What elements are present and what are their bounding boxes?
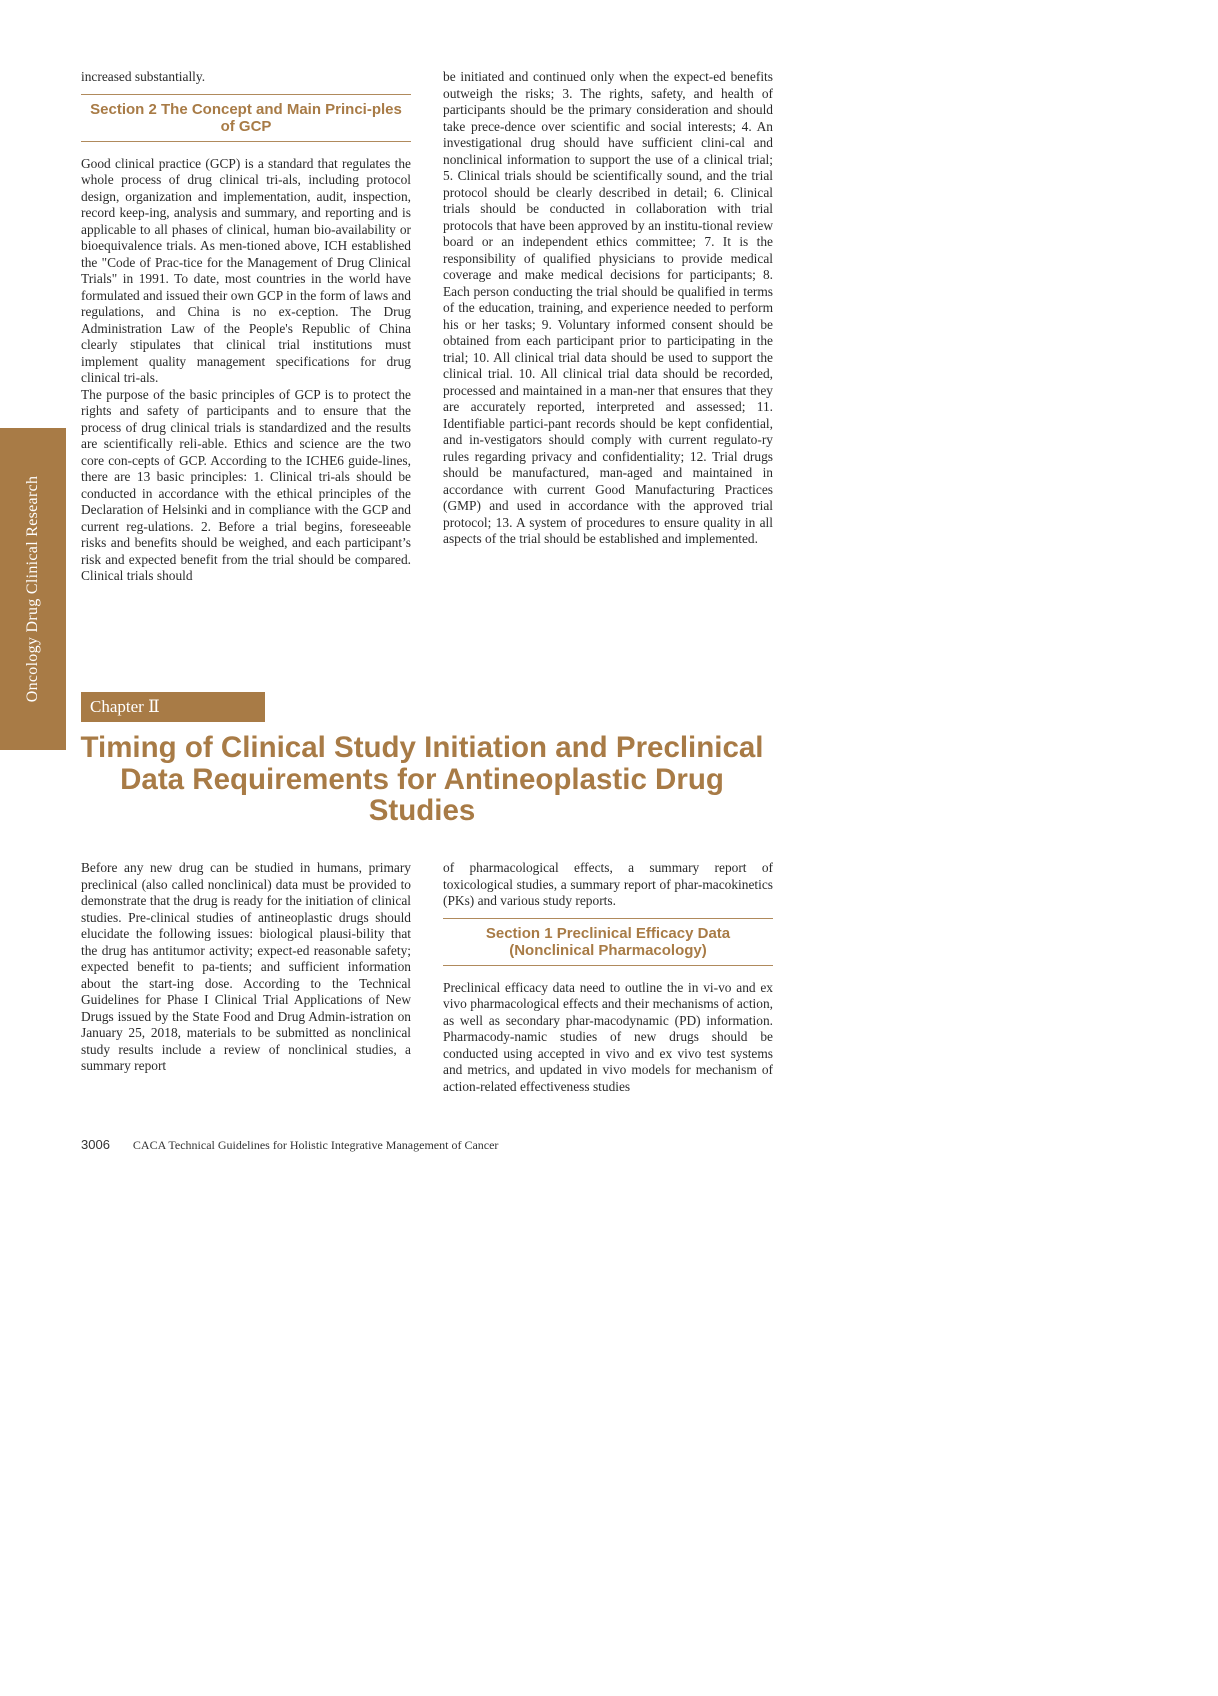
paragraph: Preclinical efficacy data need to outline the in vi-vo and ex vivo pharmacological effects and their mechanisms of action, as well as secondary phar-macodynamic (PD) information. Pharmacody-namic studies of new drugs should be conducted using accepted in vivo and ex vivo test systems and metrics, and updated in vivo models for mechanism of action-related effectiveness studies [443,979,773,1094]
sidebar-tab [0,428,66,750]
paragraph: increased substantially. [81,69,206,84]
section-1-heading: Section 1 Preclinical Efficacy Data (Nonclinical Pharmacology) [443,918,773,966]
paragraph: of pharmacological effects, a summary report of toxicological studies, a summary report of phar-macokinetics (PKs) and various study reports. [443,860,773,908]
top-left-column [81,69,411,585]
bottom-right-column [443,860,773,1095]
page-number: 3006 [81,1137,110,1152]
paragraph: Before any new drug can be studied in humans, primary preclinical (also called nonclinical) data must be provided to demonstrate that the drug is ready for the initiation of clinical studies. Pre-clinical studies of antineoplastic drugs should elucidate the following issues: biological plausi-bility that the drug has antitumor activity; expect-ed reasonable safety; expected benefit to pa-tients; and sufficient information about the start-ing dose. According to the Technical Guidelines for Phase I Clinical Trial Applications of New Drugs issued by the State Food and Drug Admin-istration on January 25, 2018, materials to be submitted as nonclinical study results include a review of nonclinical studies, a summary report [81,860,411,1073]
sidebar-label: Oncology Drug Clinical Research [24,475,41,703]
section-2-heading: Section 2 The Concept and Main Princi-ples of GCP [81,94,411,142]
chapter-title: Timing of Clinical Study Initiation and Preclinical Data Requirements for Antineoplastic Drug Studies [80,731,764,827]
chapter-label: Chapter Ⅱ [81,692,265,722]
journal-title: CACA Technical Guidelines for Holistic Integrative Management of Cancer [132,1138,499,1152]
paragraph: be initiated and continued only when the expect-ed benefits outweigh the risks; 3. The rights, safety, and health of participants should be the primary consideration and should take prece-dence over scientific and social interests; 4. An investigational drug should have sufficient clini-cal and nonclinical information to support the use of a clinical trial; 5. Clinical trials should be scientifically sound, and the trial protocol should be clearly described in detail; 6. Clinical trials should be conducted in collaboration with trial protocols that have been approved by an institu-tional review board or an independent ethics committee; 7. It is the responsibility of qualified physicians to provide medical coverage and make medical decisions for participants; 8. Each person conducting the trial should be qualified in terms of the education, training, and experience needed to perform his or her tasks; 9. Voluntary informed consent should be obtained from each participant prior to participating in the trial; 10. All clinical trial data should be used to support the clinical trial. 10. All clinical trial data should be recorded, processed and maintained in a man-ner that ensures that they are accurately reported, interpreted and assessed; 11. Identifiable partici-pant records should be kept confidential, and in-vestigators should comply with current regulato-ry rules regarding privacy and confidentiality; 12. Trial drugs should be manufactured, man-aged and maintained in accordance with current Good Manufacturing Practices (GMP) and used in accordance with the approved trial protocol; 13. A system of procedures to ensure quality in all aspects of the trial should be established and implemented. [443,69,773,546]
paragraph: The purpose of the basic principles of GCP is to protect the rights and safety of participants and to ensure that the process of drug clinical trials is standardized and the results are scientifically reli-able. Ethics and science are the two core con-cepts of GCP. According to the ICHE6 guide-lines, there are 13 basic principles: 1. Clinical tri-als should be conducted in accordance with the ethical principles of the Declaration of Helsinki and in compliance with the GCP and current reg-ulations. 2. Before a trial begins, foreseeable risks and benefits should be weighed, and each participant’s risk and expected benefit from the trial should be compared. Clinical trials should [81,386,411,583]
top-right-column [443,69,773,548]
page-footer [81,1137,498,1153]
paragraph: Good clinical practice (GCP) is a standard that regulates the whole process of drug clinical tri-als, including protocol design, organization and implementation, audit, inspection, record keep-ing, analysis and summary, and reporting and is applicable to all phases of clinical, human bio-availability or bioequivalence trials. As men-tioned above, ICH established the "Code of Prac-tice for the Management of Drug Clinical Trials" in 1991. To date, most countries in the world have formulated and issued their own GCP in the form of laws and regulations, and China is no ex-ception. The Drug Administration Law of the People's Republic of China clearly stipulates that clinical trial institutions must implement quality management specifications for drug clinical tri-als. [81,155,411,385]
bottom-left-column [81,860,411,1075]
